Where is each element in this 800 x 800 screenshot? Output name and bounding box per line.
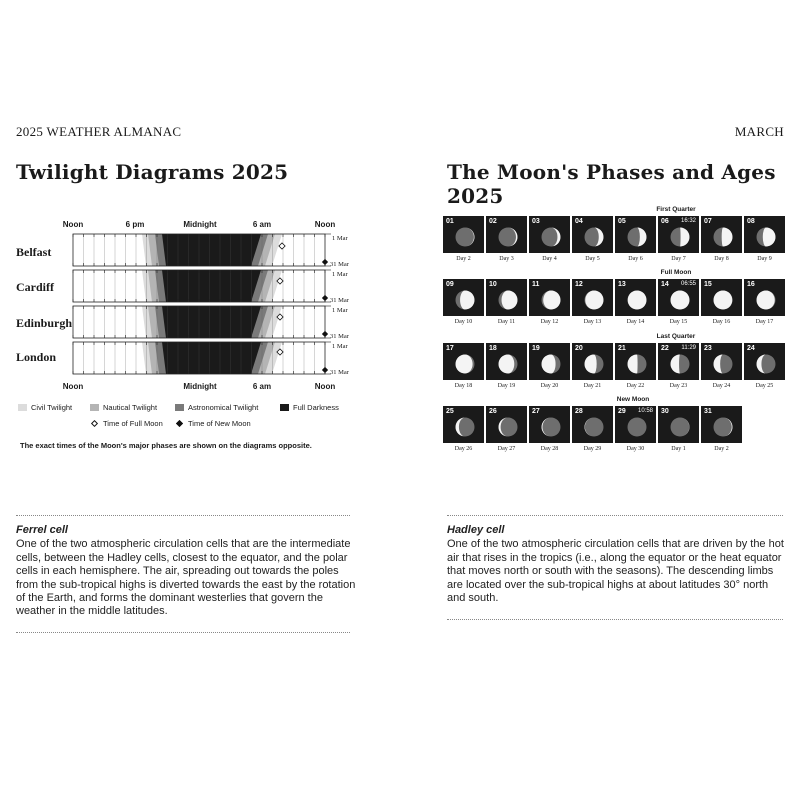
moon-cell (615, 406, 656, 443)
moon-cell (701, 279, 742, 316)
time-label-noon-right-top: Noon (314, 220, 336, 229)
moon-lit-portion (460, 291, 474, 310)
moon-phase-icon (540, 416, 562, 438)
time-label-6am-top: 6 am (252, 220, 272, 229)
moon-lit-portion (585, 355, 597, 374)
moon-date: 23 (704, 345, 712, 352)
full-darkness-band (162, 270, 261, 302)
moon-phase-icon (583, 289, 605, 311)
legend-nautical (90, 403, 157, 412)
city-label-belfast: Belfast (16, 245, 52, 259)
moon-date: 12 (575, 281, 583, 288)
glossary-entry-ferrel-cell (16, 524, 356, 619)
moon-cell (486, 279, 527, 316)
city-label-edinburgh: Edinburgh (16, 316, 73, 330)
moon-cell (529, 279, 570, 316)
moon-phase-time: 11:29 (681, 345, 696, 351)
moon-cell (486, 216, 527, 253)
moon-cell (572, 279, 613, 316)
moon-date: 05 (618, 218, 626, 225)
divider-top-right (447, 515, 783, 516)
moon-cell (744, 216, 785, 253)
moon-phase-icon (540, 289, 562, 311)
moon-cell (443, 279, 484, 316)
moon-date: 17 (446, 345, 454, 352)
divider-bottom-right (447, 619, 783, 620)
time-label-6pm-top: 6 pm (125, 220, 145, 229)
moon-disc (628, 418, 647, 437)
legend-astronomical-label: Astronomical Twilight (188, 403, 259, 412)
moon-age-label: Day 4 (542, 256, 557, 262)
moon-phase-icon (755, 353, 777, 375)
moon-phase-icon (669, 353, 691, 375)
moon-cell (572, 216, 613, 253)
moon-phase-icon (583, 416, 605, 438)
moon-date: 13 (618, 281, 626, 288)
moon-age-label: Day 22 (626, 383, 645, 389)
moon-phase-icon (540, 353, 562, 375)
moon-date: 10 (489, 281, 497, 288)
moon-cell (615, 343, 656, 380)
moon-cell (443, 216, 484, 253)
moon-age-label: Day 30 (626, 446, 645, 452)
glossary-term: Ferrel cell (16, 524, 68, 536)
city-label-london: London (16, 350, 57, 364)
moon-cell (701, 216, 742, 253)
moon-phase-icon (712, 353, 734, 375)
moon-lit-portion (680, 228, 690, 247)
astronomical-swatch (175, 404, 184, 411)
moon-age-label: Day 24 (712, 383, 731, 389)
moon-lit-portion (499, 355, 515, 374)
moon-age-label: Day 25 (755, 383, 774, 389)
moon-lit-portion (542, 355, 556, 374)
date-label-top: 1 Mar (332, 343, 348, 350)
moon-date: 20 (575, 345, 583, 352)
moon-phase-icon (454, 416, 476, 438)
moon-lit-portion (757, 291, 775, 310)
moon-phase-icon (712, 226, 734, 248)
glossary-definition: One of the two atmospheric circulation cells that are driven by the hot air that rises in the tropics (i.e., along the equator or the heat equator that moves north or south with the seasons). The descending limbs are located over the sub-tropical highs at about latitudes 30° north and south. (447, 538, 784, 605)
running-head-right: MARCH (734, 124, 784, 139)
moon-age-label: Day 8 (714, 256, 729, 262)
legend-full-moon (90, 419, 163, 428)
moon-phase-icon (583, 353, 605, 375)
new-moon-marker-icon (322, 259, 328, 265)
moon-lit-portion (671, 355, 681, 374)
time-label-6am-bottom: 6 am (252, 382, 272, 391)
moon-age-label: Day 18 (454, 383, 473, 389)
hollow-diamond-icon (91, 420, 98, 427)
moon-age-label: Day 1 (671, 446, 686, 452)
moon-date: 01 (446, 218, 454, 225)
moon-cell (658, 216, 699, 253)
moon-lit-portion (671, 291, 690, 310)
divider-top-left (16, 515, 350, 516)
moon-age-label: Day 2 (714, 446, 729, 452)
moon-lit-portion (628, 291, 647, 310)
full-darkness-band (162, 234, 261, 266)
new-moon-marker-icon (322, 331, 328, 337)
time-label-midnight-bottom: Midnight (183, 382, 217, 391)
full-moon-marker-icon (279, 243, 285, 249)
moon-cell (443, 343, 484, 380)
moon-lit-portion (585, 291, 603, 310)
moon-phase-icon (497, 416, 519, 438)
full-darkness-swatch (280, 404, 289, 411)
moon-phase-icon (497, 289, 519, 311)
moon-phase-icon (540, 226, 562, 248)
twilight-title: Twilight Diagrams 2025 (16, 160, 289, 184)
moon-cell (701, 406, 742, 443)
moon-age-label: Day 20 (540, 383, 559, 389)
glossary-entry-hadley-cell (447, 524, 787, 605)
moon-date: 27 (532, 408, 540, 415)
moon-phase-icon (454, 226, 476, 248)
legend-full-moon-label: Time of Full Moon (103, 419, 163, 428)
moon-date: 28 (575, 408, 583, 415)
moon-date: 03 (532, 218, 540, 225)
moon-age-label: Day 3 (499, 256, 514, 262)
moon-lit-portion (763, 228, 776, 247)
moon-date: 31 (704, 408, 712, 415)
moon-age-label: Day 11 (497, 319, 516, 325)
legend-astronomical (175, 403, 258, 412)
twilight-footnote: The exact times of the Moon's major phases are shown on the diagrams opposite. (20, 441, 312, 450)
city-label-cardiff: Cardiff (16, 280, 54, 294)
moon-date: 07 (704, 218, 712, 225)
moon-date: 22 (661, 345, 669, 352)
phase-label-last-quarter: Last Quarter (656, 333, 696, 340)
time-label-noon-right-bottom: Noon (314, 382, 336, 391)
time-label-midnight-top: Midnight (183, 220, 217, 229)
filled-diamond-icon (176, 420, 183, 427)
moon-date: 02 (489, 218, 497, 225)
new-moon-marker-icon (322, 295, 328, 301)
moon-age-label: Day 9 (757, 256, 772, 262)
moon-age-label: Day 27 (497, 446, 516, 452)
moon-date: 04 (575, 218, 583, 225)
moon-phase-icon (626, 353, 648, 375)
moon-phase-icon (497, 226, 519, 248)
moon-cell (658, 406, 699, 443)
legend-nautical-label: Nautical Twilight (103, 403, 158, 412)
moon-date: 24 (747, 345, 755, 352)
legend-new-moon-label: Time of New Moon (188, 419, 251, 428)
moon-date: 15 (704, 281, 712, 288)
moon-age-label: Day 29 (583, 446, 602, 452)
moon-age-label: Day 6 (628, 256, 643, 262)
moon-date: 19 (532, 345, 540, 352)
moon-phase-icon (454, 353, 476, 375)
moon-age-label: Day 19 (497, 383, 516, 389)
date-label-bottom: 31 Mar (330, 333, 349, 340)
moon-phase-icon (583, 226, 605, 248)
moon-age-label: Day 5 (585, 256, 600, 262)
date-label-top: 1 Mar (332, 235, 348, 242)
twilight-bands (10, 216, 360, 396)
moon-age-label: Day 12 (540, 319, 559, 325)
nautical-swatch (90, 404, 99, 411)
moon-phases-title: The Moon's Phases and Ages 2025 (447, 160, 776, 208)
moon-cell (658, 343, 699, 380)
legend-full-darkness-label: Full Darkness (293, 403, 339, 412)
moon-date: 18 (489, 345, 497, 352)
moon-phase-icon (755, 289, 777, 311)
full-darkness-band (162, 306, 261, 338)
phase-label-first-quarter: First Quarter (656, 206, 696, 213)
moon-age-label: Day 21 (583, 383, 602, 389)
time-label-noon-left-top: Noon (62, 220, 84, 229)
moon-cell (615, 279, 656, 316)
moon-age-label: Day 26 (454, 446, 473, 452)
moon-phase-time: 06:55 (680, 281, 696, 287)
moon-age-label: Day 2 (456, 256, 471, 262)
moon-cell (744, 343, 785, 380)
legend-full-darkness (280, 403, 339, 412)
date-label-bottom: 31 Mar (330, 297, 349, 304)
civil-swatch (18, 404, 27, 411)
moon-date: 30 (661, 408, 669, 415)
new-moon-marker-icon (322, 367, 328, 373)
moon-phase-icon (626, 416, 648, 438)
moon-cell (529, 343, 570, 380)
moon-age-label: Day 10 (454, 319, 473, 325)
moon-date: 21 (618, 345, 626, 352)
running-head-left: 2025 WEATHER ALMANAC (16, 124, 182, 139)
moon-date: 11 (532, 281, 540, 288)
moon-phase-time: 10:58 (637, 408, 653, 414)
moon-age-label: Day 14 (626, 319, 645, 325)
phase-label-full-moon: Full Moon (660, 269, 692, 276)
moon-lit-portion (722, 228, 733, 247)
glossary-term: Hadley cell (447, 524, 505, 536)
moon-cell (615, 216, 656, 253)
moon-cell (572, 406, 613, 443)
moon-cell (572, 343, 613, 380)
moon-date: 09 (446, 281, 454, 288)
moon-phase-icon (712, 289, 734, 311)
moon-date: 08 (747, 218, 755, 225)
moon-cell (529, 406, 570, 443)
moon-date: 26 (489, 408, 497, 415)
date-label-bottom: 31 Mar (330, 261, 349, 268)
time-label-noon-left-bottom: Noon (62, 382, 84, 391)
divider-bottom-left (16, 632, 350, 633)
moon-age-label: Day 15 (669, 319, 688, 325)
date-label-top: 1 Mar (332, 307, 348, 314)
moon-phase-time: 16:32 (680, 218, 696, 224)
moon-date: 16 (747, 281, 755, 288)
moon-cell (486, 343, 527, 380)
moon-age-label: Day 17 (755, 319, 774, 325)
moon-phase-icon (712, 416, 734, 438)
moon-phase-icon (669, 226, 691, 248)
legend-new-moon (175, 419, 251, 428)
moon-phase-icon (755, 226, 777, 248)
moon-lit-portion (628, 355, 638, 374)
moon-age-label: Day 7 (671, 256, 686, 262)
moon-cell (443, 406, 484, 443)
moon-date: 06 (661, 218, 669, 225)
moon-date: 14 (661, 281, 669, 288)
moon-date: 29 (618, 408, 626, 415)
date-label-top: 1 Mar (332, 271, 348, 278)
glossary-definition: One of the two atmospheric circulation cells that are the intermediate cells, between the Hadley cells, closest to the equator, and the polar cells in each hemisphere. The air, spreading out towards the poles from the sub-tropical highs is diverted towards the east by the rotation of the Earth, and forms the dominant westerlies that govern the weather in the middle latitudes. (16, 538, 356, 618)
moon-cell (701, 343, 742, 380)
date-label-bottom: 31 Mar (330, 369, 349, 376)
moon-cell (486, 406, 527, 443)
moon-lit-portion (502, 291, 518, 310)
moon-age-label: Day 13 (583, 319, 602, 325)
moon-cell (744, 279, 785, 316)
moon-age-label: Day 16 (712, 319, 731, 325)
moon-cell (529, 216, 570, 253)
moon-age-label: Day 23 (669, 383, 688, 389)
full-darkness-band (162, 342, 261, 374)
legend-civil-label: Civil Twilight (31, 403, 73, 412)
moon-phase-icon (669, 416, 691, 438)
moon-phase-icon (454, 289, 476, 311)
moon-phase-icon (497, 353, 519, 375)
moon-phase-icon (626, 289, 648, 311)
moon-lit-portion (456, 355, 473, 374)
phase-label-new-moon: New Moon (616, 396, 650, 403)
legend-civil (18, 403, 72, 412)
moon-age-label: Day 28 (540, 446, 559, 452)
moon-phase-icon (669, 289, 691, 311)
moon-cell (658, 279, 699, 316)
moon-date: 25 (446, 408, 454, 415)
moon-lit-portion (543, 291, 560, 310)
twilight-diagrams (10, 216, 360, 396)
moon-lit-portion (714, 291, 733, 310)
moon-phase-grid (440, 200, 790, 470)
moon-phase-icon (626, 226, 648, 248)
